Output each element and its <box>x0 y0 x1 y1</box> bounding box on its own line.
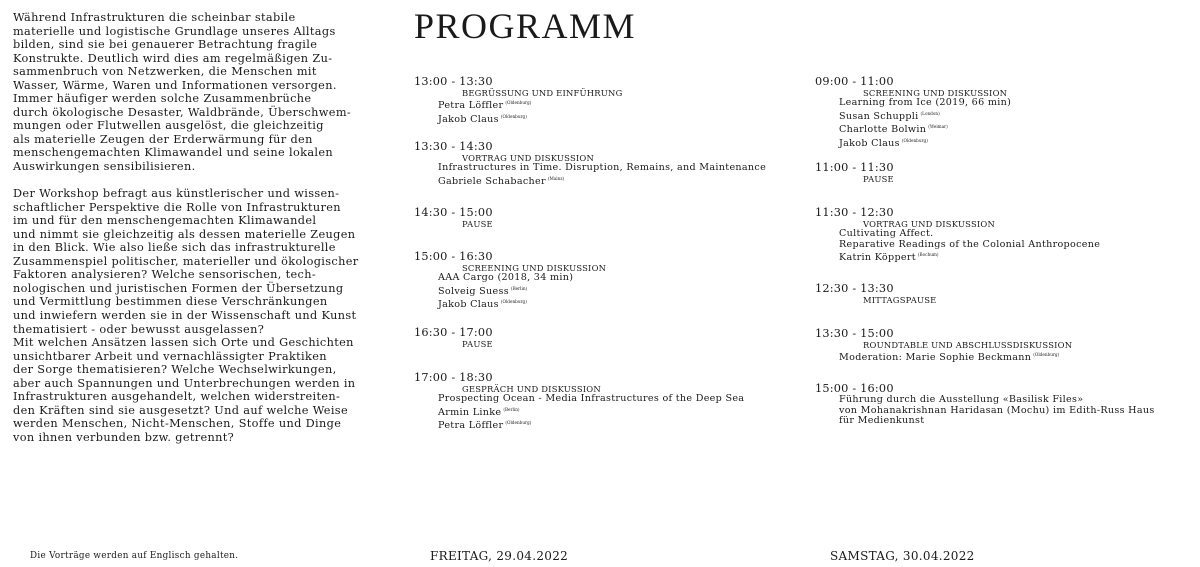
schedule-slot <box>815 162 1195 184</box>
speaker-location: (Mainz) <box>547 175 565 181</box>
intro-text <box>13 11 385 444</box>
speaker-name: Armin Linke <box>438 406 502 418</box>
slot-time: 16:30 - 17:00 <box>414 326 493 339</box>
speaker-name: Solveig Suess <box>438 285 509 297</box>
slot-line <box>438 174 794 188</box>
schedule-slot <box>815 283 1195 305</box>
slot-type: PAUSE <box>863 174 894 184</box>
slot-type: PAUSE <box>462 339 493 349</box>
speaker-name: Charlotte Bolwin <box>839 124 927 136</box>
slot-type: GESPRÄCH UND DISKUSSION <box>462 384 601 394</box>
slot-time: 13:30 - 15:00 <box>815 327 894 340</box>
speaker-location: (Weimar) <box>928 124 948 130</box>
film-title: AAA Cargo (2018, 34 min) <box>438 272 574 283</box>
talk-title: Prospecting Ocean - Media Infrastructures of the Deep Sea <box>438 393 745 404</box>
speaker-location: (Berlin) <box>503 406 520 412</box>
speaker-location: (Oldenburg) <box>901 137 928 143</box>
day-label-saturday: SAMSTAG, 30.04.2022 <box>830 549 975 563</box>
intro-paragraph-2: Der Workshop befragt aus künstlerischer und wissen- schaftlicher Perspektive die Rolle von Infrastrukturen im und für den menschengemachten Klimawandel und nimmt sie gleichzeitig als dessen materielle Zeugen in den Blick. Wie also ließe sich das infrastrukturelle Zusammenspiel politischer, materieller und ökologischer Faktoren analysieren? Welche sensorischen, tech- nologischen und juristischen Formen der Übersetzung und Vermittlung bestimmen diese Verschränkungen und inwiefern werden sie in der Wissenschaft und Kunst thematisiert - oder bewusst ausgelassen? Mit welchen Ansätzen lassen sich Orte und Geschichten unsichtbarer Arbeit und vernachlässigter Praktiken der Sorge thematisieren? Welche Wechselwirkungen, aber auch Spannungen und Unterbrechungen werden in Infrastrukturen ausgehandelt, welchen widerstreiten- den Kräften sind sie ausgesetzt? Und auf welche Weise werden Menschen, Nicht-Menschen, Stoffe und Dinge von ihnen verbunden bzw. getrennt? <box>13 187 359 444</box>
slot-line <box>438 394 794 405</box>
slot-line <box>438 405 794 419</box>
schedule-slot <box>815 383 1195 427</box>
slot-line <box>438 163 794 174</box>
schedule-slot <box>414 372 794 432</box>
slot-time: 13:00 - 13:30 <box>414 75 493 88</box>
slot-line <box>839 416 1195 427</box>
slot-line <box>438 418 794 432</box>
slot-time: 14:30 - 15:00 <box>414 206 493 219</box>
slot-type: SCREENING UND DISKUSSION <box>462 263 607 273</box>
speaker-location: (Bochum) <box>917 252 939 258</box>
speaker-name: Katrin Köppert <box>839 252 916 264</box>
speaker-name: Petra Löffler <box>438 420 504 432</box>
speaker-location: (London) <box>920 110 940 116</box>
moderator: Moderation: Marie Sophie Beckmann <box>839 352 1032 363</box>
slot-type: BEGRÜSSUNG UND EINFÜHRUNG <box>462 88 623 98</box>
speaker-location: (Oldenburg) <box>505 420 532 426</box>
speaker-location: (Oldenburg) <box>1033 352 1060 357</box>
slot-line <box>438 273 794 284</box>
schedule-slot <box>815 328 1195 364</box>
language-note: Die Vorträge werden auf Englisch gehalten. <box>30 551 239 561</box>
slot-line <box>839 350 1195 364</box>
talk-title: Cultivating Affect. <box>839 228 934 239</box>
schedule-slot <box>414 207 794 229</box>
speaker-name: Susan Schuppli <box>839 110 919 122</box>
speaker-location: (Oldenburg) <box>500 113 527 119</box>
page-title: PROGRAMM <box>414 6 637 46</box>
speaker-name: Jakob Claus <box>839 137 900 149</box>
schedule-slot <box>414 76 794 125</box>
slot-line <box>438 284 794 298</box>
event-description: Führung durch die Ausstellung «Basilisk Files» <box>839 394 1084 405</box>
slot-time: 11:00 - 11:30 <box>815 161 894 174</box>
film-title: Learning from Ice (2019, 66 min) <box>839 97 1012 108</box>
event-description: für Medienkunst <box>839 415 925 427</box>
slot-line <box>839 136 1195 150</box>
speaker-name: Jakob Claus <box>438 113 499 125</box>
slot-type: SCREENING UND DISKUSSION <box>863 88 1008 98</box>
speaker-location: (Oldenburg) <box>500 299 527 305</box>
slot-type: VORTRAG UND DISKUSSION <box>462 153 594 163</box>
slot-line <box>438 112 794 126</box>
slot-time: 15:00 - 16:00 <box>815 382 894 395</box>
slot-line <box>839 250 1195 264</box>
schedule-slot <box>815 207 1195 264</box>
intro-paragraph-1: Während Infrastrukturen die scheinbar stabile materielle und logistische Grundlage unseres Alltags bilden, sind sie bei genauerer Betrachtung fragile Konstrukte. Deutlich wird dies am regelmäßigen Zu- sammenbruch von Netzwerken, die Menschen mit Wasser, Wärme, Waren und Informationen versorgen. Immer häufiger werden solche Zusammenbrüche durch ökologische Desaster, Waldbrände, Überschwem- mungen oder Flutwellen ausgelöst, die gleichzeitig als materielle Zeugen der Erderwärmung für den menschengemachten Klimawandel und seine lokalen Auswirkungen sensibilisieren. <box>13 11 352 174</box>
event-description: von Mohanakrishnan Haridasan (Mochu) im Edith-Russ Haus <box>839 404 1155 416</box>
slot-type: VORTRAG UND DISKUSSION <box>863 219 995 229</box>
slot-line <box>839 109 1195 123</box>
slot-time: 09:00 - 11:00 <box>815 75 894 88</box>
talk-title: Infrastructures in Time. Disruption, Remains, and Maintenance <box>438 162 767 173</box>
speaker-location: (Oldenburg) <box>505 100 532 105</box>
slot-line <box>438 98 794 112</box>
slot-line <box>839 122 1195 136</box>
day-label-friday: FREITAG, 29.04.2022 <box>430 549 569 563</box>
slot-time: 17:00 - 18:30 <box>414 371 493 384</box>
slot-time: 11:30 - 12:30 <box>815 206 894 219</box>
slot-time: 13:30 - 14:30 <box>414 140 493 153</box>
slot-line <box>438 297 794 311</box>
slot-time: 12:30 - 13:30 <box>815 282 894 295</box>
speaker-location: (Berlin) <box>510 285 528 291</box>
slot-time: 15:00 - 16:30 <box>414 250 493 263</box>
talk-subtitle: Reparative Readings of the Colonial Anthropocene <box>839 238 1101 250</box>
schedule-slot <box>414 327 794 349</box>
slot-type: ROUNDTABLE UND ABSCHLUSSDISKUSSION <box>863 340 1073 350</box>
schedule-slot <box>414 141 794 187</box>
slot-line <box>839 240 1195 251</box>
schedule-slot <box>414 251 794 311</box>
speaker-name: Jakob Claus <box>438 299 499 311</box>
schedule-slot <box>815 76 1195 149</box>
slot-type: MITTAGSPAUSE <box>863 295 937 305</box>
speaker-name: Petra Löffler <box>438 100 504 111</box>
slot-line <box>839 98 1195 109</box>
speaker-name: Gabriele Schabacher <box>438 175 546 187</box>
slot-type: PAUSE <box>462 219 493 229</box>
